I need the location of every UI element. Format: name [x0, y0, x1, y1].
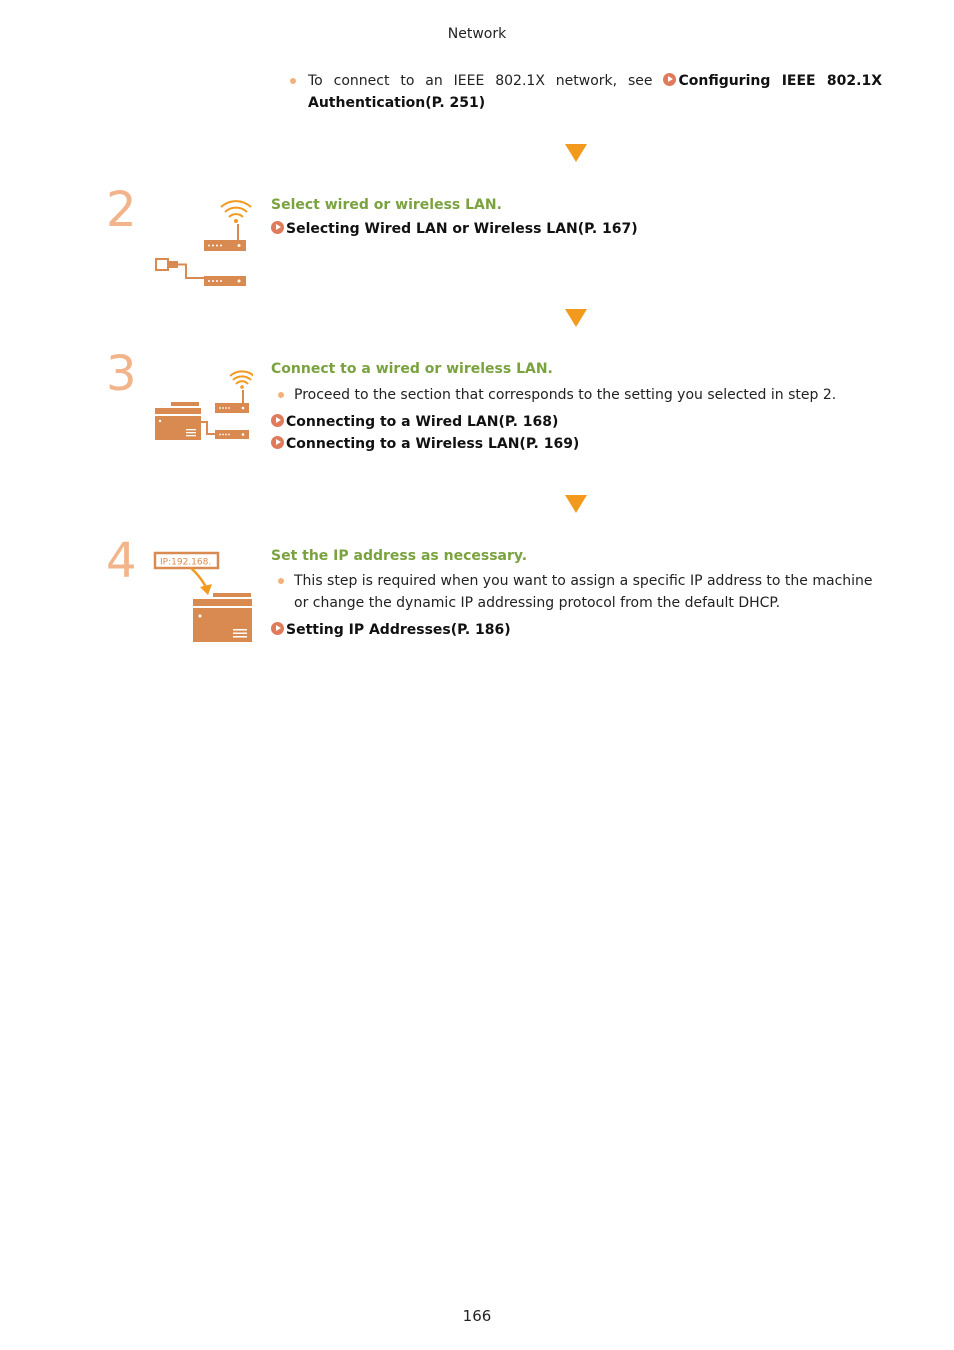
- step-number: 3: [106, 346, 137, 402]
- link-arrow-icon: [271, 436, 284, 449]
- down-arrow-icon: [565, 309, 587, 327]
- step-title: Set the IP address as necessary.: [271, 548, 528, 564]
- link-arrow-icon: [271, 414, 284, 427]
- step-title: Connect to a wired or wireless LAN.: [271, 361, 553, 377]
- link-setting-ip-addresses[interactable]: Setting IP Addresses(P. 186): [271, 622, 511, 638]
- intro-text: To connect to an IEEE 802.1X network, see: [308, 73, 653, 89]
- bullet-dot: [290, 78, 296, 84]
- page-number: 166: [462, 1307, 492, 1325]
- link-arrow-icon: [663, 73, 676, 86]
- link-arrow-icon: [271, 622, 284, 635]
- intro-bullet: [290, 70, 882, 114]
- router-lan-illustration: [153, 196, 253, 292]
- link-selecting-wired-wireless[interactable]: Selecting Wired LAN or Wireless LAN(P. 167): [271, 221, 638, 237]
- step-bullet: Proceed to the section that corresponds to the setting you selected in step 2.: [271, 384, 881, 406]
- link-configuring-8021x[interactable]: Configuring IEEE 802.1X Authentication(P. 251): [308, 73, 882, 111]
- printer-router-illustration: [153, 360, 253, 444]
- ip-label: IP:192.168.: [160, 557, 212, 568]
- link-connecting-wired-lan[interactable]: Connecting to a Wired LAN(P. 168): [271, 414, 558, 430]
- page-header: Network: [447, 26, 507, 42]
- down-arrow-icon: [565, 495, 587, 513]
- step-bullet: This step is required when you want to assign a specific IP address to the machine or change the dynamic IP addressing protocol from the default DHCP.: [271, 570, 881, 614]
- step-title: Select wired or wireless LAN.: [271, 197, 502, 213]
- step-number: 2: [106, 182, 137, 238]
- ip-address-illustration: [153, 547, 255, 643]
- bullet-dot: [278, 578, 284, 584]
- bullet-dot: [278, 392, 284, 398]
- step-number: 4: [106, 533, 137, 589]
- link-arrow-icon: [271, 221, 284, 234]
- link-connecting-wireless-lan[interactable]: Connecting to a Wireless LAN(P. 169): [271, 436, 579, 452]
- down-arrow-icon: [565, 144, 587, 162]
